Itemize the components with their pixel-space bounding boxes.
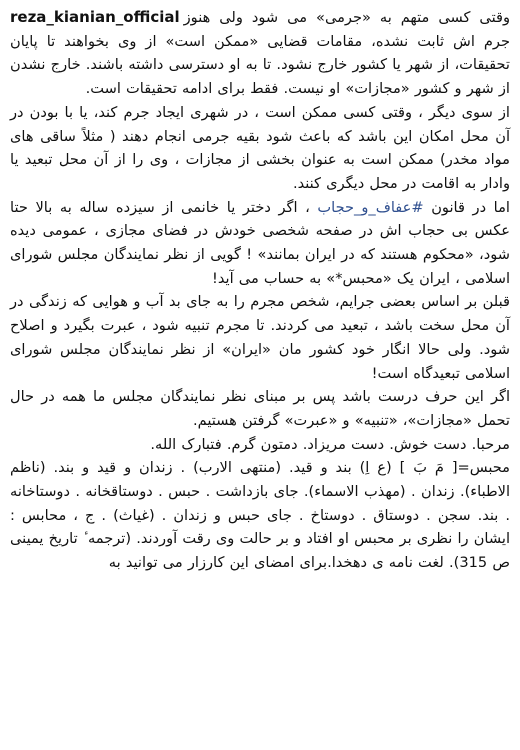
caption-paragraph-7: محبس=[ مَ بَ ] (ع اِ) بند و قید. (منتهی الارب) . زندان و قید و بند. (ناظم الاطباء). زندان . (مهذب الاسماء). جای بازداشت . حبس . دوستاقخانه . دوستاخانه . بند. سجن . دوستاق . دوستاخ . جای حبس و زندان . (غیاث) . ج ، محابس : ایشان را نظری بر محبس او افتاد و بر حالت وی رقت آوردند. (ترجمه ٔ تاریخ یمینی ص 315). لغت نامه ی دهخدا.برای امضای این کارزار می توانید به (10, 459, 510, 572)
post-username[interactable]: reza_kianian_official (10, 8, 180, 26)
post-caption (10, 6, 510, 575)
hashtag-link[interactable]: #عفاف_و_حجاب (317, 198, 424, 216)
caption-paragraph-3-end: ، اگر دختر یا خانمی از سیزده ساله به بالا حتا عکس بی حجاب اش در صفحه شخصی خودش در فضای مجازی ، عمومی دیده شود، «محکوم هستند که در ایران بمانند» ! گویی از نظر نمایندگان مجلس شورای اسلامی ، ایران یک «محبس*» به حساب می آید! (10, 198, 510, 287)
caption-paragraph-5: اگر این حرف درست باشد پس بر مبنای نظر نمایندگان مجلس ما همه در حال تحمل «مجازات»، «تنبیه» و «عبرت» گرفتن هستیم. (10, 388, 510, 429)
caption-paragraph-1 (10, 6, 510, 101)
caption-paragraph-1-text: وقتی کسی متهم به «جرمی» می شود ولی هنوز جرم اش ثابت نشده، مقامات قضایی «ممکن است» از وی بخواهند تا پایان تحقیقات، از شهر یا کشور خارج نشود. تا به او دسترسی داشته باشند. خارج نشدن از شهر و کشور «مجازات» او نیست. فقط برای ادامه تحقیقات است. (10, 9, 510, 98)
caption-paragraph-6: مرحبا. دست خوش. دست مریزاد. دمتون گرم. فتبارک الله. (150, 435, 510, 453)
caption-paragraph-4: قبلن بر اساس بعضی جرایم، شخص مجرم را به جای بد آب و هوایی که زندگی در آن محل سخت باشد ، تبعید می کردند. تا مجرم تنبیه شود ، عبرت بگیرد و اصلاح شود. ولی حالا انگار خود کشور مان «ایران» از نظر نمایندگان مجلس شورای اسلامی تبعیدگاه است! (10, 293, 510, 382)
caption-paragraph-3 (10, 196, 510, 291)
caption-paragraph-3-start: اما در قانون (423, 198, 510, 216)
caption-paragraph-2: از سوی دیگر ، وقتی کسی ممکن است ، در شهری ایجاد جرم کند، یا با بودن در آن محل امکان این باشد که باعث شود بقیه جرمی انجام دهند ( مثلاً ساقی های مواد مخدر) ممکن است به عنوان بخشی از مجازات ، وی را از آن محل تبعید یا وادار به اقامت در محل دیگری کنند. (10, 103, 510, 192)
